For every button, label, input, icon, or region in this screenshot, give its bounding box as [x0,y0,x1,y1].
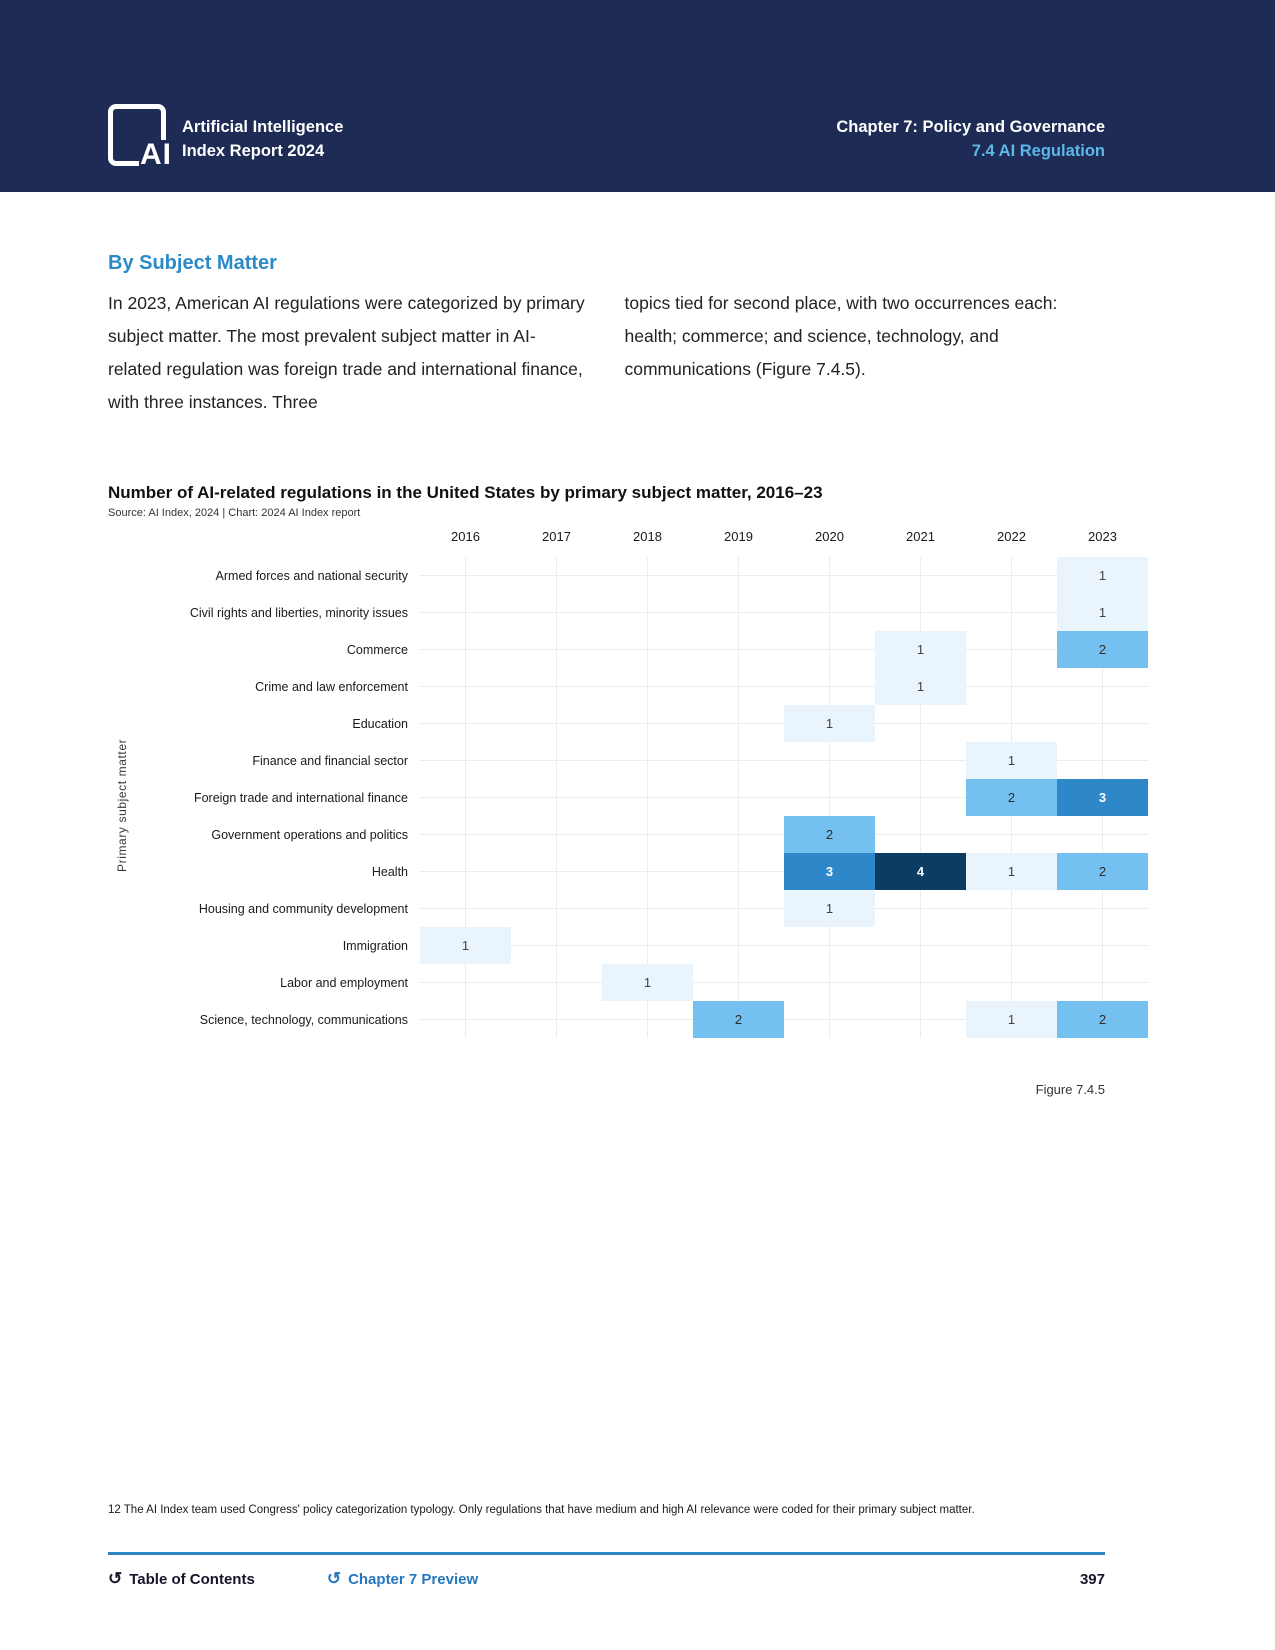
heatmap-cell-empty [602,1001,693,1038]
year-column-header: 2023 [1088,529,1117,544]
heatmap-cell-empty [420,779,511,816]
brand-line-2: Index Report 2024 [182,142,325,161]
row-label: Health [371,864,408,879]
heatmap-cell-empty [420,631,511,668]
heatmap-cell-empty [966,668,1057,705]
heatmap-cell: 1 [1057,557,1148,594]
footer-nav [108,1571,1105,1588]
footnote-12: 12 The AI Index team used Congress' policy categorization typology. Only regulations that have medium and high AI relevance were coded for their primary subject matter. [108,1504,975,1516]
heatmap-cell-empty [1057,816,1148,853]
heatmap-cell: 2 [693,1001,784,1038]
heatmap-cell-empty [966,705,1057,742]
figure-7-4-5 [108,483,1117,1097]
heatmap-cell: 1 [875,668,966,705]
heatmap-cell-empty [784,594,875,631]
heatmap-cell-empty [602,927,693,964]
heatmap-cell-empty [602,705,693,742]
heatmap-cell: 1 [966,853,1057,890]
heatmap-cell-empty [511,742,602,779]
footer-divider [108,1552,1105,1555]
heatmap-cell-empty [875,557,966,594]
heatmap-cell-empty [875,742,966,779]
heatmap-cell-empty [420,1001,511,1038]
heatmap-cell-empty [693,853,784,890]
row-label: Housing and community development [198,901,408,916]
heatmap-cell: 1 [420,927,511,964]
heatmap-cell-empty [693,557,784,594]
heatmap-cell-empty [511,594,602,631]
brand-text [182,115,343,167]
heatmap-cell-empty [511,779,602,816]
heatmap-cell: 1 [966,1001,1057,1038]
heatmap-cell-empty [511,964,602,1001]
heatmap-cell-empty [966,890,1057,927]
row-label: Commerce [346,642,408,657]
heatmap-cell-empty [602,594,693,631]
row-label: Crime and law enforcement [255,679,408,694]
heatmap-cell-empty [966,631,1057,668]
ai-logo-text: AI [140,138,172,171]
row-label: Government operations and politics [211,827,408,842]
heatmap-cell-empty [875,816,966,853]
heatmap-cell: 1 [784,705,875,742]
heatmap-cell-empty [693,816,784,853]
brand [108,104,344,171]
heatmap-cell-empty [966,816,1057,853]
heatmap-cell-empty [602,890,693,927]
heatmap-cell: 3 [784,853,875,890]
heatmap-cell-empty [420,816,511,853]
heatmap-corner [108,527,420,557]
y-axis-title: Primary subject matter [115,738,129,872]
heatmap-cell-empty [420,594,511,631]
year-column-header: 2017 [542,529,571,544]
heatmap-cell-empty [966,557,1057,594]
heatmap-cell-empty [511,1001,602,1038]
heatmap-cell-empty [602,557,693,594]
heatmap-cell-empty [420,742,511,779]
heatmap-cell-empty [511,927,602,964]
heatmap-cell-empty [784,964,875,1001]
section-title: 7.4 AI Regulation [971,142,1105,161]
heatmap-cell-empty [511,668,602,705]
heatmap-cell-empty [420,705,511,742]
heatmap-cell-empty [784,779,875,816]
subsection-heading: By Subject Matter [108,252,277,274]
heatmap-cell-empty [511,890,602,927]
heatmap-cell-empty [420,964,511,1001]
heatmap-cell: 1 [966,742,1057,779]
heatmap-cell-empty [693,964,784,1001]
heatmap-cell: 1 [875,631,966,668]
chapter-preview-link[interactable] [327,1571,478,1588]
heatmap-cell-empty [693,742,784,779]
heatmap-cell-empty [693,927,784,964]
heatmap-cell-empty [1057,705,1148,742]
heatmap-cell: 2 [784,816,875,853]
heatmap-cell-empty [875,964,966,1001]
heatmap-cell-empty [420,668,511,705]
heatmap-cell-empty [875,1001,966,1038]
heatmap-cell-empty [784,1001,875,1038]
ai-index-logo [108,104,172,171]
row-label: Immigration [342,938,408,953]
table-of-contents-label: Table of Contents [129,1571,255,1588]
heatmap-cell-empty [693,779,784,816]
heatmap-cell: 4 [875,853,966,890]
heatmap-cell-empty [420,557,511,594]
year-column-header: 2020 [815,529,844,544]
heatmap-cell-empty [602,742,693,779]
row-label: Science, technology, communications [199,1012,408,1027]
heatmap-cell-empty [511,705,602,742]
row-label: Armed forces and national security [215,568,408,583]
heatmap-cell-empty [693,631,784,668]
row-label: Foreign trade and international finance [193,790,408,805]
year-column-header: 2018 [633,529,662,544]
header-chapter-block [836,115,1105,167]
heatmap-cell-empty [784,668,875,705]
chapter-preview-label: Chapter 7 Preview [348,1571,479,1588]
year-column-header: 2021 [906,529,935,544]
year-column-header: 2022 [997,529,1026,544]
heatmap-cell-empty [966,964,1057,1001]
table-of-contents-link[interactable] [108,1571,255,1588]
heatmap-cell-empty [602,668,693,705]
heatmap-cell-empty [1057,927,1148,964]
heatmap-cell-empty [602,816,693,853]
heatmap-cell-empty [693,668,784,705]
page-bottom [108,1504,1105,1588]
heatmap-cell-empty [420,890,511,927]
page-header [0,0,1275,192]
heatmap-cell: 1 [1057,594,1148,631]
heatmap-cell-empty [784,557,875,594]
heatmap-cell-empty [602,853,693,890]
heatmap-wrap [108,527,1148,1038]
heatmap-cell-empty [420,853,511,890]
year-column-header: 2016 [451,529,480,544]
year-column-header: 2019 [724,529,753,544]
heatmap-cell-empty [875,594,966,631]
heatmap-cell: 2 [1057,853,1148,890]
heatmap-cell: 2 [966,779,1057,816]
heatmap-cell-empty [784,742,875,779]
return-icon: ↺ [326,1569,342,1588]
brand-line-1: Artificial Intelligence [182,117,344,136]
main-content [0,192,1275,1097]
body-columns [108,287,1105,419]
heatmap-cell-empty [784,927,875,964]
heatmap-cell-empty [784,631,875,668]
heatmap-cell-empty [875,927,966,964]
heatmap-cell-empty [693,705,784,742]
heatmap-grid [108,527,1148,1038]
heatmap-cell: 1 [784,890,875,927]
row-label: Finance and financial sector [252,753,408,768]
row-label: Labor and employment [280,975,408,990]
figure-caption: Figure 7.4.5 [1035,1082,1105,1097]
heatmap-cell-empty [875,779,966,816]
heatmap-cell-empty [511,557,602,594]
heatmap-cell-empty [693,890,784,927]
heatmap-cell-empty [511,816,602,853]
page-number: 397 [1079,1571,1105,1588]
heatmap-cell-empty [1057,668,1148,705]
heatmap-cell-empty [693,594,784,631]
heatmap-cell-empty [875,705,966,742]
row-label: Civil rights and liberties, minority issues [189,605,408,620]
body-column-right: topics tied for second place, with two occurrences each: health; commerce; and science, technology, and communications (Figure 7.4.5). [624,293,1058,379]
body-column-left: In 2023, American AI regulations were categorized by primary subject matter. The most prevalent subject matter in AI-related regulation was foreign trade and international finance, with three instances. Three [108,293,585,412]
heatmap-cell: 3 [1057,779,1148,816]
heatmap-cell-empty [875,890,966,927]
heatmap-cell-empty [511,631,602,668]
heatmap-cell: 2 [1057,1001,1148,1038]
heatmap-cell: 2 [1057,631,1148,668]
heatmap-cell-empty [602,631,693,668]
heatmap-cell-empty [602,779,693,816]
chart-source: Source: AI Index, 2024 | Chart: 2024 AI Index report [108,507,361,519]
chart-title: Number of AI-related regulations in the United States by primary subject matter, 2016–23 [108,483,823,502]
heatmap-cell-empty [966,594,1057,631]
heatmap-cell-empty [966,927,1057,964]
heatmap-cell-empty [1057,964,1148,1001]
heatmap-cell-empty [1057,742,1148,779]
heatmap-cell-empty [511,853,602,890]
heatmap-cell-empty [1057,890,1148,927]
chapter-title: Chapter 7: Policy and Governance [836,117,1105,136]
heatmap-cell: 1 [602,964,693,1001]
row-label: Education [352,716,408,731]
return-icon: ↺ [108,1569,123,1588]
